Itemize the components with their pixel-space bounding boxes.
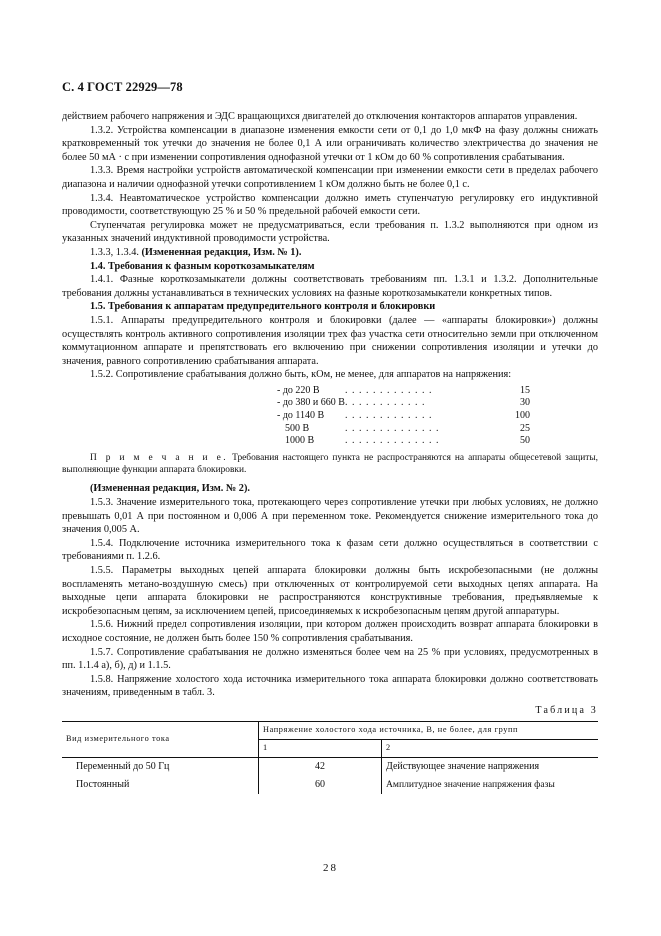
- note-label: П р и м е ч а н и е.: [90, 452, 229, 463]
- amendment-note-1: [62, 246, 598, 260]
- resistance-value: 50: [519, 435, 530, 447]
- column-header-voltage-group: Напряжение холостого хода источника, В, не более, для групп: [259, 721, 599, 739]
- cell-group-2: Амплитудное значение напряжения фазы: [382, 778, 599, 794]
- paragraph-1-5-7: 1.5.7. Сопротивление срабатывания не должно изменяться более чем на 25 % при условиях, предусмотренных в пп. 1.1.4 а), б), д) и 1.1.5.: [62, 646, 598, 672]
- table-caption: Таблица 3: [535, 704, 598, 716]
- table-row: [62, 757, 598, 778]
- cell-current-kind: Переменный до 50 Гц: [76, 761, 170, 773]
- leader-dots: . . . . . . . . . . . . .: [344, 384, 433, 396]
- paragraph-1-5-6: 1.5.6. Нижний предел сопротивления изоляции, при котором должен происходить возврат аппарата блокировки в исходное состояние, не должен быть более 150 % сопротивления срабатывания.: [62, 619, 598, 644]
- subheader-group-2: 2: [382, 739, 599, 757]
- voltage-row: [277, 410, 530, 423]
- resistance-value: 25: [519, 422, 530, 434]
- section-heading-1-5: 1.5. Требования к аппаратам предупредительного контроля и блокировки: [90, 301, 436, 313]
- column-header-current-kind: Вид измерительного тока: [62, 721, 259, 757]
- note-paragraph: [62, 452, 598, 477]
- subheader-group-1: 1: [259, 739, 382, 757]
- paragraph-1-5-8: 1.5.8. Напряжение холостого хода источника измерительного тока аппарата блокировки должно соответствовать значениям, приведенным в табл. 3.: [62, 673, 598, 699]
- cell-group-1: 60: [259, 778, 382, 794]
- paragraph-1-5-3: 1.5.3. Значение измерительного тока, протекающего через сопротивление утечки при любых условиях, не должно превышать 0,01 А при постоянном и 0,006 А при переменном токе. Рекомендуется снижение измерительного тока до значения 0,005 А.: [62, 497, 598, 536]
- voltage-label: - до 380 и 660 В: [277, 397, 345, 409]
- paragraph-1-5-5: 1.5.5. Параметры выходных цепей аппарата блокировки должны быть искробезопасными (не должны воспламенять метано-воздушную смесь) при отключенных от контролируемой сети выходных цепях аппарата. На выходные цепи аппарата блокировки не распространяются конструктивные требования, предъявляемые к искробезопасным цепям, за исключением цепей, присоединяемых к искробезопасным цепям другой аппаратуры.: [62, 565, 598, 617]
- cell-group-2: Действующее значение напряжения: [382, 757, 599, 778]
- amendment-note-2: (Измененная редакция, Изм. № 2).: [90, 483, 250, 495]
- cell-current-kind: Постоянный: [76, 779, 130, 791]
- table-row: [62, 778, 598, 794]
- leader-dots: . . . . . . . . . . . .: [344, 397, 426, 409]
- resistance-value: 15: [519, 384, 530, 396]
- table-header-row: [62, 721, 598, 739]
- voltage-label: - до 220 В: [277, 384, 320, 396]
- paragraph-1-5-2: 1.5.2. Сопротивление срабатывания должно быть, кОм, не менее, для аппаратов на напряжения:: [90, 369, 512, 381]
- page-header: С. 4 ГОСТ 22929—78: [62, 80, 183, 94]
- voltage-row: [277, 435, 530, 448]
- paragraph-1-3-2: 1.3.2. Устройства компенсации в диапазоне изменения емкости сети от 0,1 до 1,0 мкФ на фазу должны снижать кратковременный ток утечки до значения не более 0,1 А или ограничивать количество электричества до значения не более 50 мА · с при изменении сопротивления однофазной утечки от 1 кОм до 60 % сопротивления срабатывания.: [62, 124, 598, 163]
- paragraph-1-3-3: 1.3.3. Время настройки устройств автоматической компенсации при изменении емкости сети в пределах рабочего диапазона и наличии однофазной утечки сопротивлением 1 кОм должно быть не более 0,1 с.: [62, 165, 598, 190]
- voltage-row: [277, 385, 530, 398]
- document-body: [62, 110, 598, 794]
- paragraph-1-5-4: 1.5.4. Подключение источника измерительного тока к фазам сети должно осуществляться в соответствии с требованиями п. 1.2.6.: [62, 537, 598, 563]
- section-heading-1-4: 1.4. Требования к фазным короткозамыкателям: [90, 260, 315, 272]
- table-3: [62, 721, 598, 794]
- resistance-value: 100: [514, 410, 530, 422]
- page-number: 28: [323, 862, 338, 874]
- voltage-row: [277, 423, 530, 436]
- note-text: Требования настоящего пункта не распространяются на аппараты общесетевой защиты, выполняющие функции аппарата блокировки.: [62, 452, 599, 476]
- voltage-row: [277, 397, 530, 410]
- paragraph-1-3-4: 1.3.4. Неавтоматическое устройство компенсации должно иметь ступенчатую регулировку его индуктивной проводимости, соответствующую 25 % и 50 % предельной рабочей емкости сети.: [62, 192, 598, 218]
- paragraph-stepped-regulation: Ступенчатая регулировка может не предусматриваться, если требования п. 1.3.2 выполняются при одном из указанных значений индуктивной проводимости устройства.: [62, 219, 598, 245]
- paragraph-1-5-1: 1.5.1. Аппараты предупредительного контроля и блокировки (далее — «аппараты блокировки») должны осуществлять контроль активного сопротивления изоляции трех фаз участка сети относительно земли при отключенном коммутационном аппарате и препятствовать его включению при снижении сопротивления изоляции и утечки до значения, равного сопротивлению срабатывания аппарата.: [62, 314, 598, 367]
- amendment-ref: 1.3.3, 1.3.4.: [90, 246, 142, 258]
- paragraph: действием рабочего напряжения и ЭДС вращающихся двигателей до отключения контакторов аппаратов управления.: [62, 111, 578, 122]
- leader-dots: . . . . . . . . . . . . .: [344, 410, 433, 422]
- cell-group-1: 42: [259, 757, 382, 778]
- resistance-value: 30: [519, 397, 530, 409]
- paragraph-1-4-1: 1.4.1. Фазные короткозамыкатели должны соответствовать требованиям пп. 1.3.1 и 1.3.2. Дополнительные требования должны устанавливаться в технических условиях на фазные короткозамыкатели конкретных типов.: [62, 274, 598, 299]
- voltage-label: 1000 В: [285, 435, 315, 447]
- leader-dots: . . . . . . . . . . . . . .: [344, 422, 440, 434]
- amendment-label: (Измененная редакция, Изм. № 1).: [141, 246, 302, 258]
- voltage-label: 500 В: [285, 422, 310, 434]
- voltage-resistance-table: [277, 385, 530, 448]
- voltage-label: - до 1140 В: [277, 410, 325, 422]
- leader-dots: . . . . . . . . . . . . . .: [344, 435, 440, 447]
